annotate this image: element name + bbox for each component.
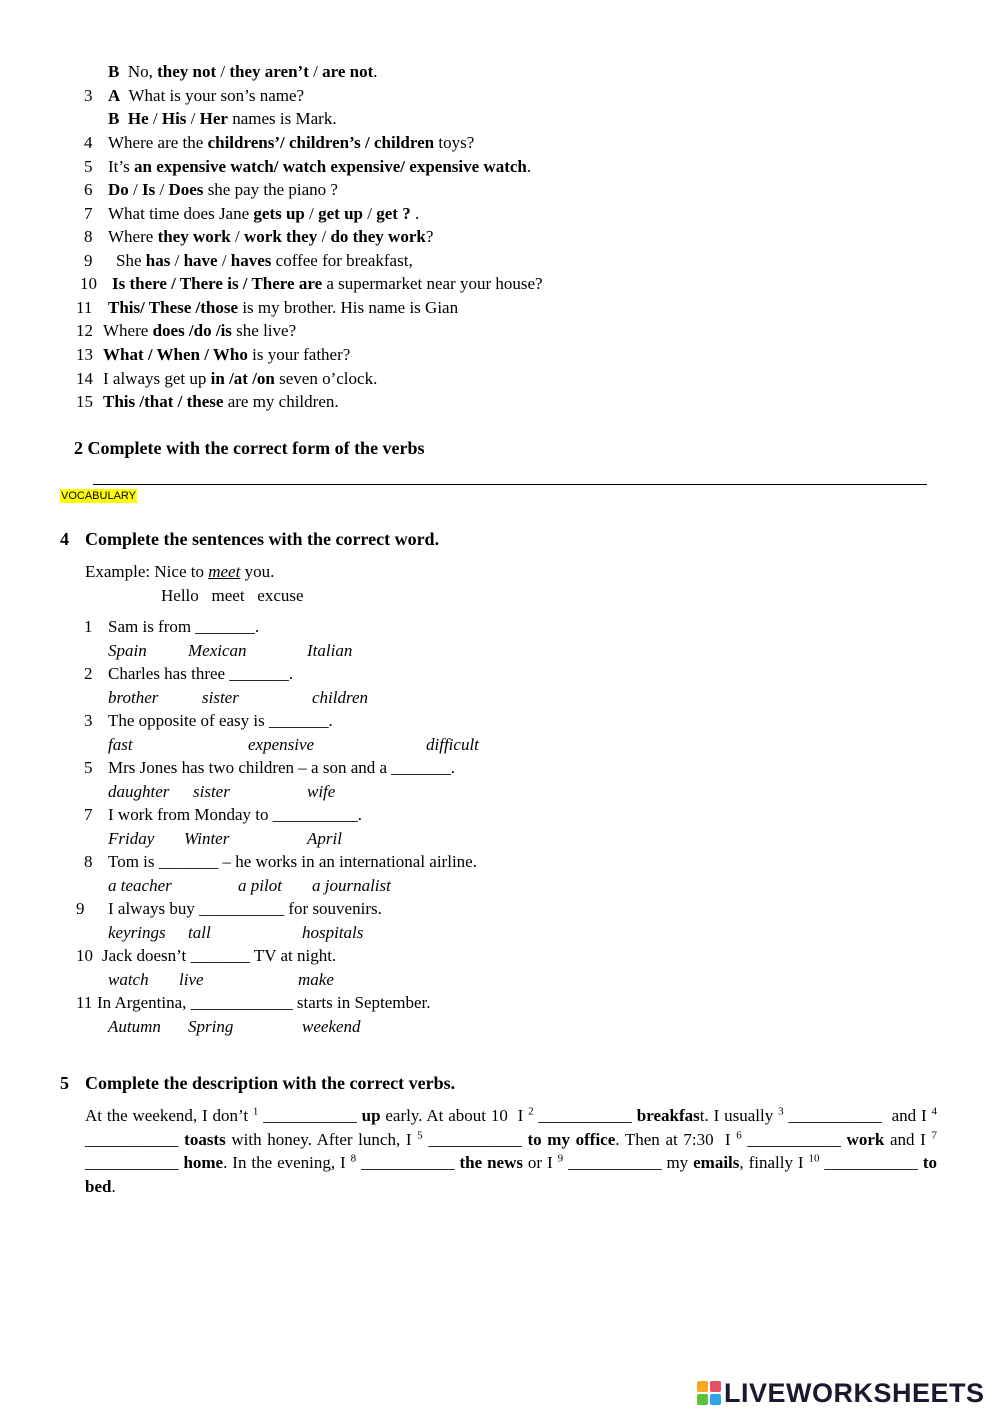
option-word[interactable]: difficult xyxy=(426,735,479,754)
option-word[interactable]: Autumn xyxy=(108,1017,161,1036)
choice-sentence-i7[interactable]: What time does Jane gets up / get up / get ? . xyxy=(108,204,420,223)
gap-sentence-5[interactable]: Mrs Jones has two children – a son and a _______. xyxy=(108,758,456,777)
item-number: 3 xyxy=(84,86,93,105)
option-word[interactable]: wife xyxy=(307,782,336,801)
item-number: 6 xyxy=(84,180,93,199)
choice-sentence-i10[interactable]: Is there / There is / There are a supermarket near your house? xyxy=(112,274,543,293)
item-number: 12 xyxy=(76,321,93,340)
item-number: 5 xyxy=(84,157,93,176)
choice-sentence-i9[interactable]: She has / have / haves coffee for breakfast, xyxy=(116,251,413,270)
gap-sentence-11[interactable]: In Argentina, ____________ starts in September. xyxy=(97,993,431,1012)
item-number: 1 xyxy=(84,617,93,636)
logo-text: LIVEWORKSHEETS xyxy=(724,1377,985,1408)
item-number: 3 xyxy=(84,711,93,730)
option-word[interactable]: a journalist xyxy=(312,876,391,895)
item-number: 9 xyxy=(84,251,93,270)
option-word[interactable]: April xyxy=(307,829,342,848)
choice-sentence-i13[interactable]: What / When / Who is your father? xyxy=(103,345,351,364)
option-word[interactable]: Italian xyxy=(307,641,353,660)
item-number: 5 xyxy=(84,758,93,777)
option-word[interactable]: Winter xyxy=(184,829,230,848)
gap-sentence-3[interactable]: The opposite of easy is _______. xyxy=(108,711,333,730)
item-number: 13 xyxy=(76,345,93,364)
option-word[interactable]: Friday xyxy=(108,829,155,848)
choice-sentence-i8[interactable]: Where they work / work they / do they work? xyxy=(108,227,434,246)
choice-sentence-i5[interactable]: It’s an expensive watch/ watch expensive/ expensive watch. xyxy=(108,157,532,176)
option-word[interactable]: children xyxy=(312,688,369,707)
item-number: 4 xyxy=(84,133,93,152)
exercise-2-heading: 2 Complete with the correct form of the verbs xyxy=(74,438,425,458)
example-prefix: Example: Nice to xyxy=(85,562,209,581)
option-word[interactable]: Mexican xyxy=(188,641,247,660)
option-word[interactable]: sister xyxy=(193,782,230,801)
logo-square xyxy=(710,1381,721,1392)
logo-square xyxy=(710,1394,721,1405)
option-word[interactable]: Spring xyxy=(188,1017,234,1036)
choice-sentence-i12[interactable]: Where does /do /is she live? xyxy=(103,321,297,340)
example-answer: meet xyxy=(208,562,241,581)
gap-sentence-7[interactable]: I work from Monday to __________. xyxy=(108,805,363,824)
item-number: 7 xyxy=(84,805,93,824)
exercise-4-title: Complete the sentences with the correct word. xyxy=(85,529,440,549)
item-number: 10 xyxy=(80,274,97,293)
option-word[interactable]: brother xyxy=(108,688,159,707)
option-word[interactable]: keyrings xyxy=(108,923,166,942)
item-number: 8 xyxy=(84,227,93,246)
gap-sentence-9[interactable]: I always buy __________ for souvenirs. xyxy=(108,899,382,918)
option-word[interactable]: sister xyxy=(202,688,239,707)
item-number: 11 xyxy=(76,993,93,1012)
item-number: 9 xyxy=(76,899,85,918)
option-word[interactable]: fast xyxy=(108,735,133,754)
option-word[interactable]: watch xyxy=(108,970,149,989)
logo-square xyxy=(697,1381,708,1392)
item-number: 11 xyxy=(76,298,93,317)
option-word[interactable]: a teacher xyxy=(108,876,172,895)
option-word[interactable]: tall xyxy=(188,923,211,942)
choice-sentence-a3[interactable]: A What is your son’s name? xyxy=(108,86,305,105)
liveworksheets-logo xyxy=(697,1378,985,1408)
item-number: 8 xyxy=(84,852,93,871)
choice-sentence-i4[interactable]: Where are the childrens’/ children’s / children toys? xyxy=(108,133,475,152)
logo-icon xyxy=(697,1381,721,1405)
logo-square xyxy=(697,1394,708,1405)
choice-sentence-b3[interactable]: B He / His / Her names is Mark. xyxy=(108,109,337,128)
option-word[interactable]: expensive xyxy=(248,735,315,754)
item-number: 7 xyxy=(84,204,93,223)
gap-sentence-10[interactable]: Jack doesn’t _______ TV at night. xyxy=(102,946,337,965)
item-number: 2 xyxy=(84,664,93,683)
option-word[interactable]: a pilot xyxy=(238,876,282,895)
choice-sentence-i14[interactable]: I always get up in /at /on seven o’clock. xyxy=(103,369,378,388)
option-word[interactable]: daughter xyxy=(108,782,170,801)
choice-sentence-i6[interactable]: Do / Is / Does she pay the piano ? xyxy=(108,180,338,199)
exercise-5-number: 5 xyxy=(60,1073,69,1093)
vocabulary-label: VOCABULARY xyxy=(61,490,136,502)
choice-sentence-i15[interactable]: This /that / these are my children. xyxy=(103,392,339,411)
exercise-4-number: 4 xyxy=(60,529,69,549)
answer-line[interactable] xyxy=(93,484,927,485)
option-word[interactable]: hospitals xyxy=(302,923,364,942)
option-word[interactable]: weekend xyxy=(302,1017,361,1036)
exercise-5-paragraph[interactable]: At the weekend, I don’t $^1$ ___________ up early. At about 10 I $^2$ ___________ breakfast. I usually $^3$ ___________ and I $^4$ ___________ toasts with honey. After lunch, I $^5$ ___________ to my office. Then at 7:30 I $^6$ ___________ work and I $^7$ ___________ home. In the evening, I $^8$ ___________ the news or I $^9$ ___________ my emails, finally I $^{10}$ ___________ to bed. xyxy=(85,1105,938,1196)
option-word[interactable]: live xyxy=(179,970,204,989)
option-word[interactable]: make xyxy=(298,970,334,989)
item-number: 15 xyxy=(76,392,93,411)
choice-sentence-b2[interactable]: B No, they not / they aren’t / are not. xyxy=(108,62,378,81)
item-number: 14 xyxy=(76,369,93,388)
example-suffix: you. xyxy=(240,562,275,581)
example-sentence xyxy=(85,562,274,582)
gap-sentence-8[interactable]: Tom is _______ – he works in an international airline. xyxy=(108,852,477,871)
gap-sentence-1[interactable]: Sam is from _______. xyxy=(108,617,260,636)
option-word[interactable]: Spain xyxy=(108,641,147,660)
example-options: Hello meet excuse xyxy=(161,586,304,605)
gap-sentence-2[interactable]: Charles has three _______. xyxy=(108,664,294,683)
item-number: 10 xyxy=(76,946,93,965)
choice-sentence-i11[interactable]: This/ These /those is my brother. His name is Gian xyxy=(108,298,459,317)
exercise-5-title: Complete the description with the correct verbs. xyxy=(85,1073,456,1093)
